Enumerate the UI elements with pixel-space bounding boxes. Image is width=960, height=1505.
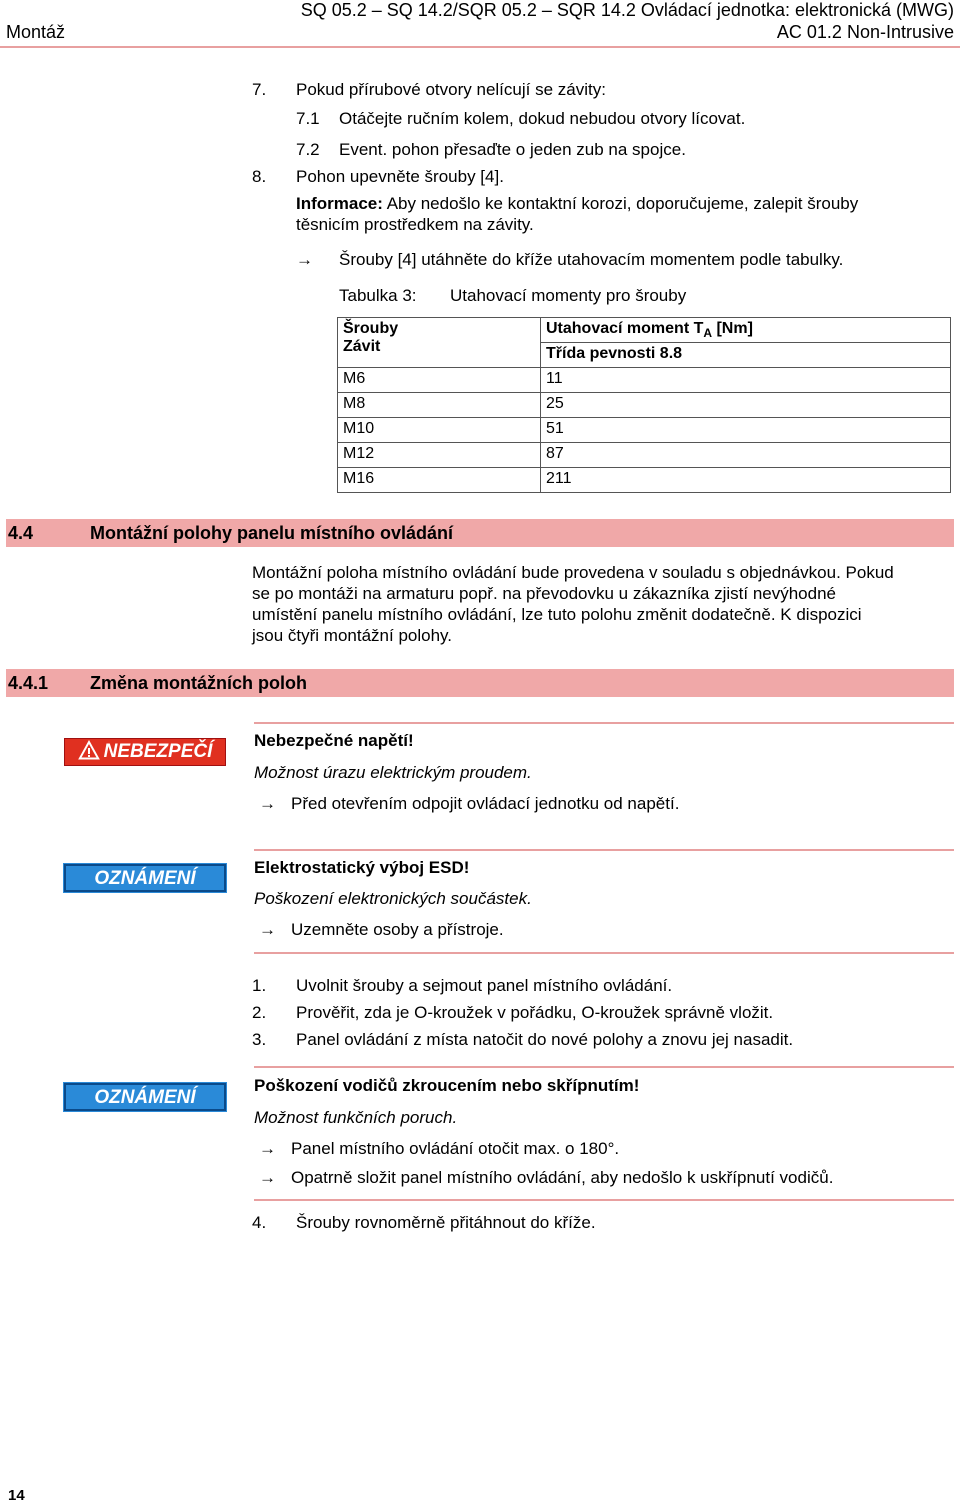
header-title: SQ 05.2 – SQ 14.2/SQR 05.2 – SQR 14.2 Ovládací jednotka: elektronická (MWG): [300, 0, 954, 20]
section-title: Změna montážních poloh: [90, 673, 308, 693]
notice-headline: Poškození vodičů zkroucením nebo skřípnutím!: [254, 1076, 640, 1095]
notice-divider: [254, 952, 954, 954]
table-cell-torque: 211: [541, 468, 951, 493]
section-heading-4-4: [6, 519, 954, 547]
step-number: 2.: [252, 1003, 267, 1022]
notice-divider: [254, 1066, 954, 1068]
notice-badge: OZNÁMENÍ: [64, 864, 226, 892]
table-caption-label: Tabulka 3:: [339, 286, 417, 305]
info-note: [296, 194, 858, 214]
notice-divider: [254, 849, 954, 851]
table-row: [338, 368, 951, 393]
header-torque-unit: [Nm]: [712, 320, 753, 337]
table-header-torque: [541, 318, 951, 343]
header-thread-line2: Závit: [343, 338, 381, 355]
paragraph-line: se po montáži na armaturu popř. na převodovku u zákazníka zjistí nevýhodné: [252, 584, 837, 603]
substep-number: 7.1: [296, 109, 320, 128]
notice-action: Uzemněte osoby a přístroje.: [291, 920, 504, 939]
header-torque-sub: A: [703, 326, 713, 341]
substep-text: Event. pohon přesaďte o jeden zub na spojce.: [339, 140, 686, 159]
table-caption-title: Utahovací momenty pro šrouby: [450, 286, 687, 305]
arrow-icon: →: [259, 794, 276, 813]
table-row: [338, 443, 951, 468]
page-number: 14: [8, 1487, 25, 1504]
danger-badge-label: NEBEZPEČÍ: [103, 741, 213, 762]
paragraph-line: umístění panelu místního ovládání, lze tuto polohu změnit dodatečně. K dispozici: [252, 605, 862, 624]
table-cell-thread: M16: [338, 468, 541, 493]
notice-consequence: Poškození elektronických součástek.: [254, 889, 532, 908]
section-title: Montážní polohy panelu místního ovládání: [90, 523, 454, 543]
header-divider: [0, 46, 960, 48]
table-cell-torque: 51: [541, 418, 951, 443]
step-number: 1.: [252, 976, 267, 995]
step-number: 3.: [252, 1030, 267, 1049]
table-cell-torque: 25: [541, 393, 951, 418]
warning-triangle-icon: [78, 740, 100, 760]
header-subtitle: AC 01.2 Non-Intrusive: [776, 22, 954, 42]
step-text: Prověřit, zda je O-kroužek v pořádku, O-kroužek správně vložit.: [296, 1003, 774, 1022]
paragraph-line: Montážní poloha místního ovládání bude provedena v souladu s objednávkou. Pokud: [252, 563, 894, 582]
section-heading-4-4-1: [6, 669, 954, 697]
table-row: [338, 468, 951, 493]
notice-divider: [254, 1199, 954, 1201]
notice-action: Panel místního ovládání otočit max. o 180°.: [291, 1139, 620, 1158]
notice-action: Opatrně složit panel místního ovládání, aby nedošlo k uskřípnutí vodičů.: [291, 1168, 834, 1187]
table-cell-thread: M10: [338, 418, 541, 443]
table-cell-torque: 11: [541, 368, 951, 393]
danger-badge: [64, 738, 226, 766]
step-number: 7.: [252, 80, 267, 99]
substep-text: Otáčejte ručním kolem, dokud nebudou otvory lícovat.: [339, 109, 746, 128]
torque-table: [337, 317, 951, 493]
arrow-icon: →: [259, 1168, 276, 1187]
notice-badge: OZNÁMENÍ: [64, 1083, 226, 1111]
notice-headline: Elektrostatický výboj ESD!: [254, 858, 470, 877]
info-text: Aby nedošlo ke kontaktní korozi, doporučujeme, zalepit šrouby: [382, 194, 859, 213]
arrow-icon: →: [259, 920, 276, 939]
action-text: Šrouby [4] utáhněte do kříže utahovacím momentem podle tabulky.: [339, 250, 844, 269]
notice-headline: Nebezpečné napětí!: [254, 731, 414, 750]
notice-consequence: Možnost funkčních poruch.: [254, 1108, 458, 1127]
arrow-icon: →: [296, 250, 313, 269]
table-header-row: [338, 318, 951, 343]
section-number: 4.4.1: [8, 673, 49, 693]
step-text: Šrouby rovnoměrně přitáhnout do kříže.: [296, 1213, 596, 1232]
table-cell-thread: M12: [338, 443, 541, 468]
table-row: [338, 418, 951, 443]
substep-number: 7.2: [296, 140, 320, 159]
table-header-thread: [338, 318, 541, 368]
header-torque-label: Utahovací moment T: [546, 320, 704, 337]
step-text: Pohon upevněte šrouby [4].: [296, 167, 504, 186]
table-header-class: Třída pevnosti 8.8: [541, 343, 951, 368]
step-text: Pokud přírubové otvory nelícují se závity:: [296, 80, 606, 99]
section-number: 4.4: [8, 523, 34, 543]
notice-divider: [254, 722, 954, 724]
table-row: [338, 393, 951, 418]
notice-consequence: Možnost úrazu elektrickým proudem.: [254, 763, 532, 782]
paragraph-line: jsou čtyři montážní polohy.: [252, 626, 452, 645]
table-cell-thread: M6: [338, 368, 541, 393]
info-label: Informace:: [296, 194, 383, 213]
step-text: Uvolnit šrouby a sejmout panel místního ovládání.: [296, 976, 673, 995]
step-number: 4.: [252, 1213, 267, 1232]
table-cell-thread: M8: [338, 393, 541, 418]
step-text: Panel ovládání z místa natočit do nové polohy a znovu jej nasadit.: [296, 1030, 794, 1049]
header-section: Montáž: [6, 22, 66, 42]
header-thread-line1: Šrouby: [343, 320, 399, 337]
notice-action: Před otevřením odpojit ovládací jednotku od napětí.: [291, 794, 680, 813]
table-cell-torque: 87: [541, 443, 951, 468]
arrow-icon: →: [259, 1139, 276, 1158]
step-number: 8.: [252, 167, 267, 186]
info-text-cont: těsnicím prostředkem na závity.: [296, 215, 534, 234]
